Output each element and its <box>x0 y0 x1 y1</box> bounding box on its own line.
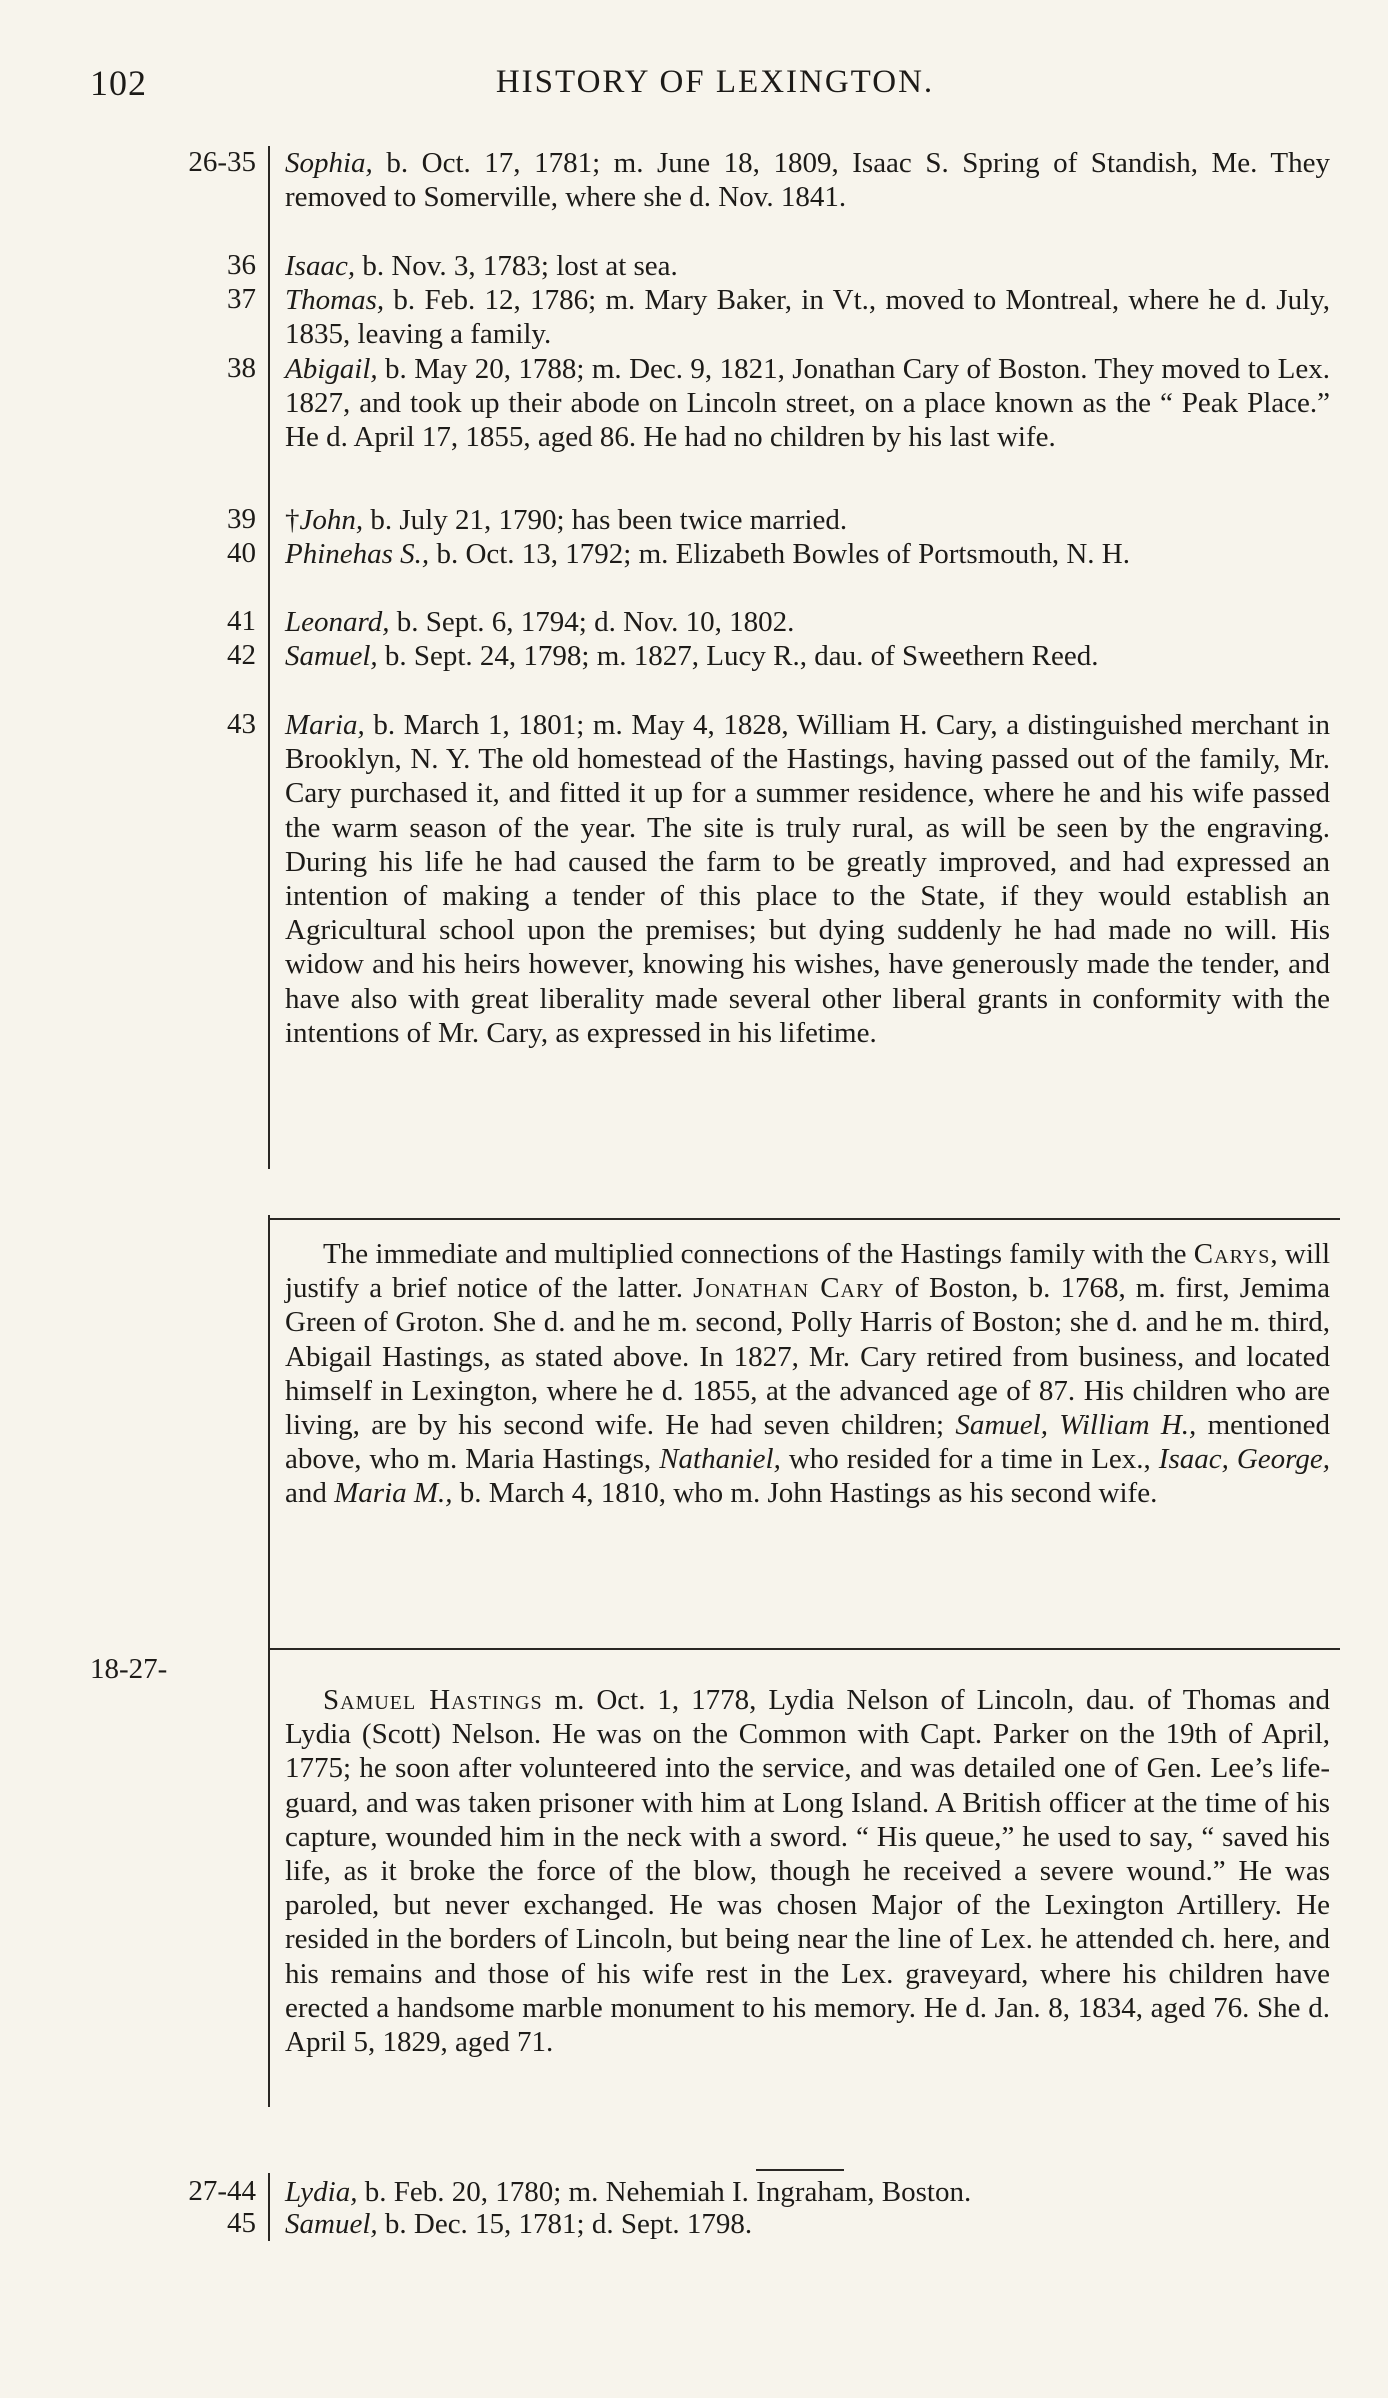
entry-number: 42 <box>227 639 256 671</box>
note-text: , will justify a brief notice of the latter. <box>285 1238 1331 1305</box>
column-rule <box>268 2173 270 2241</box>
person-name: Abigail, <box>285 353 378 385</box>
samuel-hastings-section <box>285 1683 1330 2059</box>
genealogy-entry <box>285 146 1330 214</box>
entry-number: 36 <box>227 249 256 281</box>
entry-text: b. Feb. 12, 1786; m. Mary Baker, in Vt., moved to Montreal, where he d. July, 1835, leaving a family. <box>285 284 1330 351</box>
genealogy-entry <box>285 2207 1330 2241</box>
person-name: Samuel, William H., <box>955 1409 1197 1442</box>
entry-text: b. Sept. 24, 1798; m. 1827, Lucy R., dau. of Sweethern Reed. <box>377 640 1099 672</box>
note-text: The immediate and multiplied connections of the Hastings family with the <box>323 1238 1194 1270</box>
entry-text: b. Dec. 15, 1781; d. Sept. 1798. <box>377 2208 753 2240</box>
entry-number: 40 <box>227 537 256 569</box>
short-rule <box>756 2169 844 2171</box>
entry-number: 45 <box>227 2207 256 2239</box>
running-head: HISTORY OF LEXINGTON. <box>495 64 935 100</box>
note-text: of Boston, b. 1768, m. first, Jemima Green of Groton. She d. and he m. second, Polly Harris of Boston; she d. and he m. third, Abigail Hastings, as stated above. In 1827, Mr. Cary retired from business, and located himself in Lexington, where he d. 1855, at the advanced age of 87. His children who are living, are by his second wife. He had seven children; <box>285 1272 1330 1442</box>
person-name: Isaac, <box>285 250 356 282</box>
dagger-mark: † <box>285 504 300 536</box>
entry-number: 41 <box>227 605 256 637</box>
page-header <box>90 62 1340 112</box>
section-rule <box>268 1648 1340 1650</box>
genealogy-entry <box>285 249 1330 283</box>
cary-note <box>285 1237 1330 1511</box>
entry-text: b. Nov. 3, 1783; lost at sea. <box>355 250 678 282</box>
genealogy-entry <box>285 352 1330 455</box>
entry-number: 27-44 <box>188 2175 256 2207</box>
person-name: Maria M., <box>334 1477 453 1510</box>
person-name: Sophia, <box>285 147 373 179</box>
person-name: Isaac, George, <box>1158 1443 1330 1476</box>
genealogy-entry <box>285 537 1330 571</box>
genealogy-entry <box>285 503 1330 537</box>
genealogy-entry <box>285 283 1330 351</box>
person-name: Thomas, <box>285 284 385 316</box>
genealogy-entry <box>285 605 1330 639</box>
entry-text: b. March 1, 1801; m. May 4, 1828, William H. Cary, a distinguished merchant in Brooklyn, N. Y. The old homestead of the Hastings, having passed out of the family, Mr. Cary purchased it, and fitted it up for a summer residence, where he and his wife passed the warm season of the year. The site is truly rural, as will be seen by the engraving. During his life he had caused the farm to be greatly improved, and had expressed an intention of making a tender of this place to the State, if they would establish an Agricultural school upon the premises; but dying suddenly he had made no will. His widow and his heirs however, knowing his wishes, have generously made the tender, and have also with great liberality made several other liberal grants in conformity with the intentions of Mr. Cary, as expressed in his lifetime. <box>285 709 1330 1049</box>
note-text: b. March 4, 1810, who m. John Hastings as his second wife. <box>452 1477 1158 1510</box>
note-text: and <box>285 1477 335 1510</box>
genealogy-entry <box>285 708 1330 1050</box>
column-rule <box>268 146 270 1169</box>
entry-text: b. Oct. 17, 1781; m. June 18, 1809, Isaac S. Spring of Standish, Me. They removed to Somerville, where she d. Nov. 1841. <box>285 147 1330 214</box>
entry-text: b. Sept. 6, 1794; d. Nov. 10, 1802. <box>389 606 795 638</box>
genealogy-entry <box>285 2175 1330 2209</box>
entry-number: 43 <box>227 708 256 740</box>
person-name: Phinehas S., <box>285 538 430 570</box>
person-name: John, <box>299 504 364 536</box>
entry-text: b. May 20, 1788; m. Dec. 9, 1821, Jonathan Cary of Boston. They moved to Lex. 1827, and took up their abode on Lincoln street, on a place known as the “ Peak Place.” He d. April 17, 1855, aged 86. He had no children by his last wife. <box>285 353 1330 454</box>
section-text: m. Oct. 1, 1778, Lydia Nelson of Lincoln, dau. of Thomas and Lydia (Scott) Nelson. He was on the Common with Capt. Parker on the 19th of April, 1775; he soon after volunteered into the service, and was detailed one of Gen. Lee’s life-guard, and was taken prisoner with him at Long Island. A British officer at the time of his capture, wounded him in the neck with a sword. “ His queue,” he used to say, “ saved his life, as it broke the force of the blow, though he received a severe wound.” He was paroled, but never exchanged. He was chosen Major of the Lexington Artillery. He resided in the borders of Lincoln, but being near the line of Lex. he attended ch. here, and his remains and those of his wife rest in the Lex. graveyard, where his children have erected a handsome marble monument to his memory. He d. Jan. 8, 1834, aged 76. She d. April 5, 1829, aged 71. <box>285 1684 1330 2059</box>
person-name-smallcaps: Samuel Hastings <box>323 1684 543 1716</box>
entry-text: b. July 21, 1790; has been twice married. <box>363 504 848 536</box>
note-text: who resided for a time in Lex., <box>780 1443 1159 1476</box>
surname-smallcaps: Carys <box>1193 1238 1271 1270</box>
person-name: Samuel, <box>285 2208 378 2240</box>
person-name: Lydia, <box>285 2176 358 2208</box>
person-name: Nathaniel, <box>659 1443 781 1476</box>
person-name: Maria, <box>285 709 365 741</box>
entry-number: 39 <box>227 503 256 535</box>
genealogy-entry <box>285 639 1330 673</box>
entry-number: 26-35 <box>188 146 256 178</box>
page-number: 102 <box>90 63 147 103</box>
entry-text: b. Oct. 13, 1792; m. Elizabeth Bowles of Portsmouth, N. H. <box>429 538 1130 570</box>
note-text: mentioned above, who m. Maria Hastings, <box>285 1409 1331 1476</box>
person-name: Leonard, <box>285 606 390 638</box>
entry-number: 37 <box>227 283 256 315</box>
person-name: Samuel, <box>285 640 378 672</box>
entry-text: b. Feb. 20, 1780; m. Nehemiah I. Ingraham, Boston. <box>357 2176 972 2208</box>
section-rule <box>268 1218 1340 1220</box>
entry-number: 18-27- <box>90 1653 168 1685</box>
entry-number: 38 <box>227 352 256 384</box>
person-name-smallcaps: Jonathan Cary <box>693 1272 885 1305</box>
